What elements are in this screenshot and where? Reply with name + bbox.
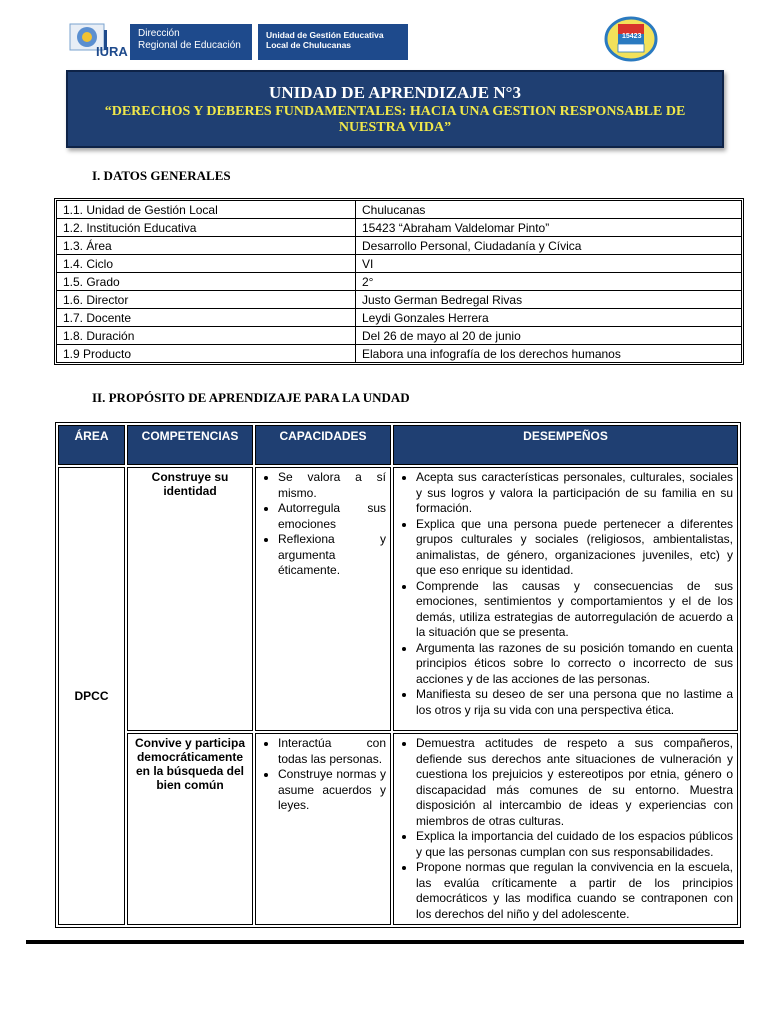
list-item: • Propone normas que regulan la convivencia en la escuela, las evalúa críticamente a partir de los principios democráticos y las modifica cuando se contraponen con los derechos del niño y del adolescente.	[416, 860, 733, 922]
desempenos-list	[398, 470, 733, 718]
datos-label: 1.7. Docente	[57, 309, 356, 327]
list-item: • Demuestra actitudes de respeto a sus compañeros, defiende sus derechos ante situaciones de vulneración y cuestiona los prejuicios y estereotipos por etnia, género o discapacidad más comunes de su entorno. Muestra disposición al intercambio de ideas y experiencias con miembros de otras culturas.	[416, 736, 733, 829]
competencia-cell: Construye su identidad	[127, 467, 253, 731]
table-header-row	[58, 425, 738, 465]
datos-value: Elabora una infografía de los derechos humanos	[356, 345, 742, 363]
list-item: • Interactúa con todas las personas.	[278, 736, 386, 767]
brand2-line2: Local de Chulucanas	[266, 40, 352, 50]
area-cell: DPCC	[58, 467, 125, 925]
unit-subtitle: “DERECHOS Y DEBERES FUNDAMENTALES: HACIA UNA GESTION RESPONSABLE DE NUESTRA VIDA”	[104, 104, 686, 135]
school-crest-number: 15423	[622, 33, 642, 40]
datos-value: Chulucanas	[356, 201, 742, 219]
datos-value: Leydi Gonzales Herrera	[356, 309, 742, 327]
desempenos-cell	[393, 733, 738, 925]
datos-value: Del 26 de mayo al 20 de junio	[356, 327, 742, 345]
datos-label: 1.9 Producto	[57, 345, 356, 363]
brand1-line1: Dirección	[138, 28, 180, 39]
datos-value: 2°	[356, 273, 742, 291]
competencia-cell: Convive y participa democráticamente en la búsqueda del bien común	[127, 733, 253, 925]
list-item: • Se valora a sí mismo.	[278, 470, 386, 501]
list-item: • Argumenta las razones de su posición tomando en cuenta principios éticos sobre lo correcto o incorrecto de sus acciones y de las acciones de las personas.	[416, 641, 733, 688]
unit-title: UNIDAD DE APRENDIZAJE N°3	[269, 83, 521, 102]
section-proposito-heading: II. PROPÓSITO DE APRENDIZAJE PARA LA UNDAD	[92, 390, 410, 405]
datos-label: 1.8. Duración	[57, 327, 356, 345]
datos-value: Desarrollo Personal, Ciudadanía y Cívica	[356, 237, 742, 255]
list-item: • Explica que una persona puede pertenecer a diferentes grupos culturales y sociales (religiosos, ambientalistas, animalistas, de género, organizaciones juveniles, etc) y que eso enrique su identidad.	[416, 517, 733, 579]
capacidades-list	[260, 470, 386, 579]
datos-generales-table	[56, 200, 742, 363]
table-row	[57, 345, 742, 363]
table-row	[57, 237, 742, 255]
datos-value: Justo German Bedregal Rivas	[356, 291, 742, 309]
capacidades-list	[260, 736, 386, 814]
table-row	[57, 255, 742, 273]
list-item: • Manifiesta su deseo de ser una persona que no lastime a los otros y rija su vida con una perspectiva ética.	[416, 687, 733, 718]
iura-logo-text: IURA	[96, 44, 128, 59]
desempenos-cell	[393, 467, 738, 731]
datos-label: 1.6. Director	[57, 291, 356, 309]
table-row	[58, 733, 738, 925]
direccion-regional-brand	[130, 24, 252, 60]
brand2-line1: Unidad de Gestión Educativa	[266, 30, 384, 40]
capacidades-cell	[255, 467, 391, 731]
proposito-table	[55, 422, 741, 928]
header-area: ÁREA	[58, 425, 125, 465]
brand1-line2: Regional de Educación	[138, 40, 241, 51]
datos-label: 1.1. Unidad de Gestión Local	[57, 201, 356, 219]
datos-value: VI	[356, 255, 742, 273]
header-desempenos: DESEMPEÑOS	[393, 425, 738, 465]
table-row	[57, 273, 742, 291]
list-item: • Acepta sus características personales, culturales, sociales y sus logros y valora la participación de su familia en su formación.	[416, 470, 733, 517]
section-datos-generales-heading: I. DATOS GENERALES	[92, 168, 231, 183]
ugel-brand	[258, 24, 408, 60]
desempenos-list	[398, 736, 733, 922]
iura-logo	[68, 22, 128, 62]
capacidades-cell	[255, 733, 391, 925]
list-item: • Reflexiona y argumenta éticamente.	[278, 532, 386, 579]
bottom-divider	[26, 940, 744, 944]
list-item: • Explica la importancia del cuidado de los espacios públicos y que las personas cumplan con sus responsabilidades.	[416, 829, 733, 860]
datos-label: 1.2. Institución Educativa	[57, 219, 356, 237]
school-crest-logo	[604, 16, 658, 62]
list-item: • Construye normas y asume acuerdos y leyes.	[278, 767, 386, 814]
datos-label: 1.3. Área	[57, 237, 356, 255]
header-competencias: COMPETENCIAS	[127, 425, 253, 465]
list-item: • Comprende las causas y consecuencias de sus emociones, sentimientos y comportamientos y el de los demás, utiliza estrategias de autorregulación de acuerdo a la situación que se presenta.	[416, 579, 733, 641]
table-row	[57, 309, 742, 327]
header-capacidades: CAPACIDADES	[255, 425, 391, 465]
table-row	[57, 291, 742, 309]
table-row	[57, 327, 742, 345]
table-row	[57, 219, 742, 237]
datos-label: 1.4. Ciclo	[57, 255, 356, 273]
table-row	[58, 467, 738, 731]
list-item: • Autorregula sus emociones	[278, 501, 386, 532]
table-row	[57, 201, 742, 219]
title-banner	[66, 70, 724, 148]
datos-label: 1.5. Grado	[57, 273, 356, 291]
datos-value: 15423 “Abraham Valdelomar Pinto”	[356, 219, 742, 237]
